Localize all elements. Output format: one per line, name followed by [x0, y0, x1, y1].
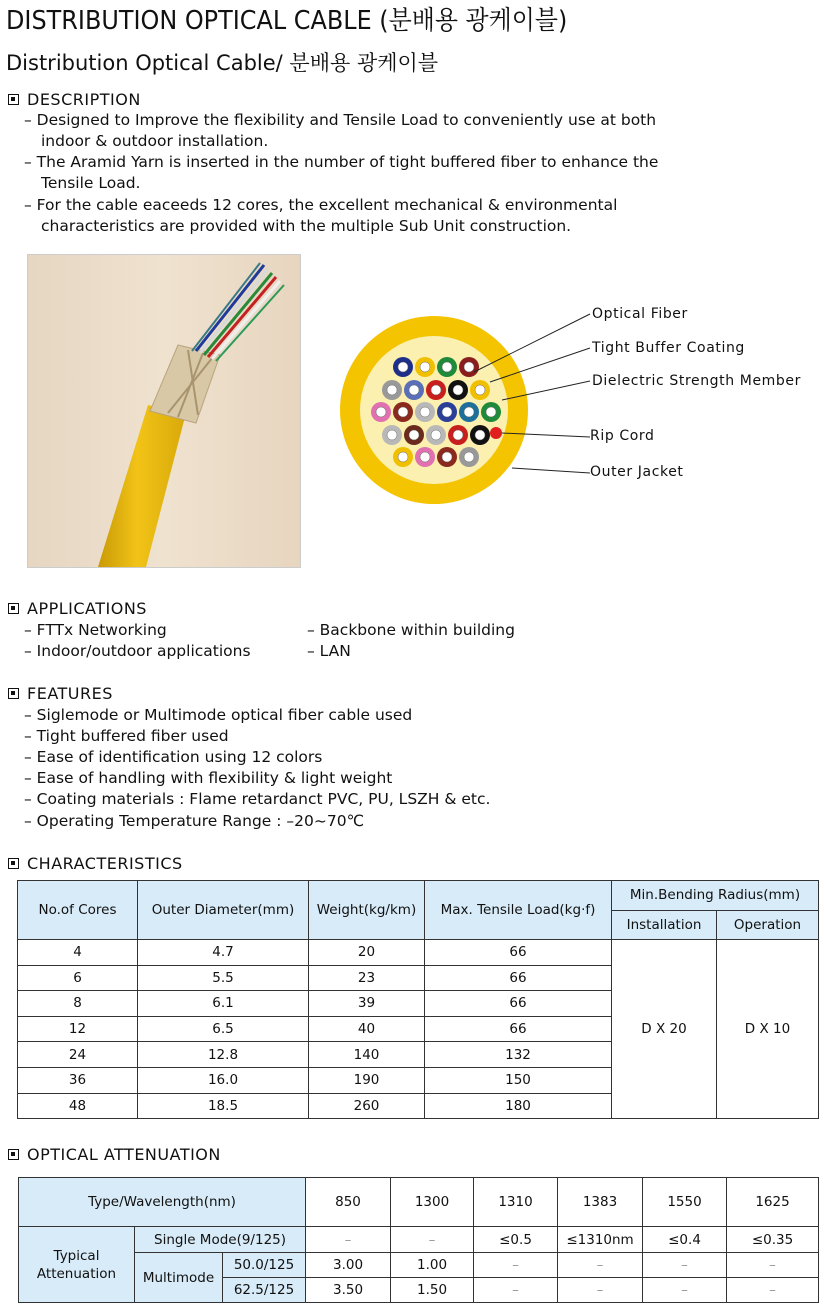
- cell-installation: D X 20: [612, 940, 717, 1119]
- sm-value: ≤0.4: [643, 1227, 727, 1253]
- cell-tensile: 132: [425, 1042, 612, 1068]
- label-rip-cord: Rip Cord: [590, 428, 655, 444]
- cable-photo-illustration: [28, 255, 300, 567]
- wavelength-cell: 1550: [643, 1178, 727, 1227]
- cell-cores: 8: [18, 991, 138, 1017]
- mm-value: 3.00: [306, 1253, 391, 1278]
- application-item: – Backbone within building: [307, 621, 515, 639]
- features-heading: FEATURES: [8, 684, 113, 703]
- wavelength-cell: 1625: [727, 1178, 819, 1227]
- header-installation: Installation: [612, 910, 717, 940]
- mm-value: 1.50: [391, 1278, 474, 1303]
- cell-weight: 40: [309, 1016, 425, 1042]
- description-line: characteristics are provided with the multiple Sub Unit construction.: [41, 217, 572, 235]
- sm-value: ≤0.35: [727, 1227, 819, 1253]
- cell-weight: 39: [309, 991, 425, 1017]
- optical-fiber-core: [431, 430, 441, 440]
- cell-cores: 24: [18, 1042, 138, 1068]
- attenuation-table: [18, 1177, 819, 1303]
- optical-fiber-core: [376, 407, 386, 417]
- cell-cores: 12: [18, 1016, 138, 1042]
- application-item: – Indoor/outdoor applications: [24, 642, 251, 660]
- label-optical-fiber: Optical Fiber: [592, 306, 688, 322]
- characteristics-heading: CHARACTERISTICS: [8, 854, 183, 873]
- wavelength-cell: 850: [306, 1178, 391, 1227]
- optical-fiber-core: [398, 452, 408, 462]
- sm-value: –: [306, 1227, 391, 1253]
- header-typical-attenuation: Typical Attenuation: [19, 1227, 135, 1303]
- optical-fiber-core: [420, 452, 430, 462]
- page-title: DISTRIBUTION OPTICAL CABLE (분배용 광케이블): [6, 6, 568, 36]
- description-line: – Designed to Improve the flexibility and Tensile Load to conveniently use at both: [24, 111, 657, 129]
- header-multimode: Multimode: [135, 1253, 223, 1303]
- optical-fiber-core: [387, 430, 397, 440]
- feature-item: – Tight buffered fiber used: [24, 727, 229, 745]
- cell-diameter: 6.1: [138, 991, 309, 1017]
- optical-fiber-core: [420, 407, 430, 417]
- sm-value: –: [391, 1227, 474, 1253]
- description-line: – The Aramid Yarn is inserted in the number of tight buffered fiber to enhance the: [24, 153, 659, 171]
- feature-item: – Siglemode or Multimode optical fiber cable used: [24, 706, 413, 724]
- header-tensile: Max. Tensile Load(kg·f): [425, 881, 612, 940]
- optical-fiber-core: [398, 407, 408, 417]
- cell-operation: D X 10: [717, 940, 819, 1119]
- cell-weight: 260: [309, 1093, 425, 1119]
- cell-tensile: 66: [425, 1016, 612, 1042]
- wavelength-cell: 1310: [474, 1178, 558, 1227]
- cell-cores: 6: [18, 965, 138, 991]
- cell-tensile: 66: [425, 965, 612, 991]
- section-square-icon: [8, 603, 19, 614]
- header-operation: Operation: [717, 910, 819, 940]
- cell-tensile: 150: [425, 1067, 612, 1093]
- cell-tensile: 66: [425, 991, 612, 1017]
- description-heading: DESCRIPTION: [8, 90, 141, 109]
- label-tight-buffer: Tight Buffer Coating: [592, 340, 745, 356]
- feature-item: – Ease of identification using 12 colors: [24, 748, 323, 766]
- sm-value: ≤0.5: [474, 1227, 558, 1253]
- description-line: indoor & outdoor installation.: [41, 132, 269, 150]
- header-type-wavelength: Type/Wavelength(nm): [19, 1178, 306, 1227]
- header-single-mode: Single Mode(9/125): [135, 1227, 306, 1253]
- wavelength-cell: 1383: [558, 1178, 643, 1227]
- cell-weight: 20: [309, 940, 425, 966]
- mm-value: –: [727, 1253, 819, 1278]
- cell-cores: 4: [18, 940, 138, 966]
- mm-value: 1.00: [391, 1253, 474, 1278]
- optical-fiber-core: [442, 407, 452, 417]
- mm-value: –: [643, 1253, 727, 1278]
- cell-diameter: 16.0: [138, 1067, 309, 1093]
- application-item: – LAN: [307, 642, 351, 660]
- header-bending: Min.Bending Radius(mm): [612, 881, 819, 911]
- cell-weight: 190: [309, 1067, 425, 1093]
- cell-diameter: 18.5: [138, 1093, 309, 1119]
- applications-heading: APPLICATIONS: [8, 599, 147, 618]
- header-diameter: Outer Diameter(mm): [138, 881, 309, 940]
- mm-fiber-type: 50.0/125: [223, 1253, 306, 1278]
- section-square-icon: [8, 858, 19, 869]
- cell-diameter: 6.5: [138, 1016, 309, 1042]
- cell-diameter: 12.8: [138, 1042, 309, 1068]
- optical-fiber-core: [398, 362, 408, 372]
- mm-value: –: [474, 1278, 558, 1303]
- cell-tensile: 66: [425, 940, 612, 966]
- label-strength-member: Dielectric Strength Member: [592, 373, 801, 389]
- cell-weight: 23: [309, 965, 425, 991]
- optical-fiber-core: [431, 385, 441, 395]
- cell-cores: 36: [18, 1067, 138, 1093]
- cell-tensile: 180: [425, 1093, 612, 1119]
- mm-fiber-type: 62.5/125: [223, 1278, 306, 1303]
- leader-lines: [460, 300, 600, 500]
- optical-fiber-core: [420, 362, 430, 372]
- table-row: [18, 940, 819, 966]
- mm-value: 3.50: [306, 1278, 391, 1303]
- mm-value: –: [558, 1253, 643, 1278]
- optical-fiber-core: [409, 385, 419, 395]
- cell-diameter: 5.5: [138, 965, 309, 991]
- mm-value: –: [474, 1253, 558, 1278]
- header-cores: No.of Cores: [18, 881, 138, 940]
- section-square-icon: [8, 688, 19, 699]
- wavelength-cell: 1300: [391, 1178, 474, 1227]
- characteristics-table: [17, 880, 819, 1119]
- mm-value: –: [558, 1278, 643, 1303]
- section-square-icon: [8, 1149, 19, 1160]
- description-line: – For the cable eaceeds 12 cores, the excellent mechanical & environmental: [24, 196, 618, 214]
- header-weight: Weight(kg/km): [309, 881, 425, 940]
- mm-value: –: [643, 1278, 727, 1303]
- optical-fiber-core: [442, 362, 452, 372]
- mm-value: –: [727, 1278, 819, 1303]
- attenuation-heading: OPTICAL ATTENUATION: [8, 1145, 221, 1164]
- sm-value: ≤1310nm: [558, 1227, 643, 1253]
- page-subtitle: Distribution Optical Cable/ 분배용 광케이블: [6, 51, 439, 75]
- section-square-icon: [8, 94, 19, 105]
- feature-item: – Ease of handling with flexibility & light weight: [24, 769, 393, 787]
- feature-item: – Operating Temperature Range : –20~70℃: [24, 812, 365, 830]
- description-line: Tensile Load.: [41, 174, 141, 192]
- cable-photo: [27, 254, 301, 568]
- feature-item: – Coating materials : Flame retardanct PVC, PU, LSZH & etc.: [24, 790, 491, 808]
- application-item: – FTTx Networking: [24, 621, 167, 639]
- cell-weight: 140: [309, 1042, 425, 1068]
- label-outer-jacket: Outer Jacket: [590, 464, 684, 480]
- optical-fiber-core: [387, 385, 397, 395]
- optical-fiber-core: [409, 430, 419, 440]
- optical-fiber-core: [442, 452, 452, 462]
- cell-cores: 48: [18, 1093, 138, 1119]
- cell-diameter: 4.7: [138, 940, 309, 966]
